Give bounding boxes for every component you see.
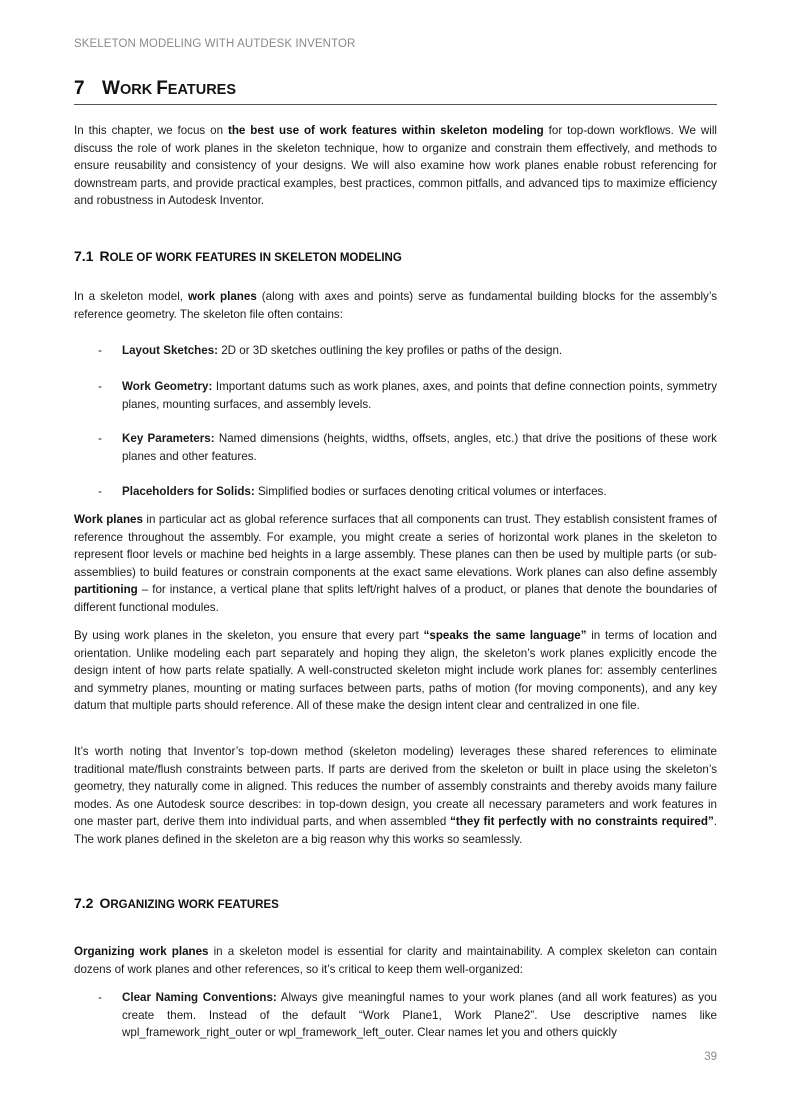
list-item: [98, 989, 717, 1042]
paragraph: [74, 627, 717, 715]
bullet-dash: -: [98, 485, 102, 498]
text: for top-down workflows. We will discuss the role of work planes in the skeleton technique, how to organize and constrain them effectively, and methods to ensure reusability and consistency of your designs. We will also examine how work planes enable robust referencing for downstream parts, and provide practical examples, best practices, common pitfalls, and advanced tips to maximize efficiency and robustness in Autodesk Inventor.: [74, 124, 717, 208]
text: – for instance, a vertical plane that splits left/right halves of a product, or planes that denote the boundaries of different functional modules.: [74, 583, 717, 614]
section-title-cap: O: [99, 895, 111, 911]
text: in a skeleton model is essential for clarity and maintainability. A complex skeleton can contain dozens of work planes and other references, so it’s critical to keep them well-organized:: [74, 945, 717, 976]
intro-paragraph: [74, 122, 717, 210]
paragraph: [74, 511, 717, 617]
list-item: [98, 378, 717, 413]
list-item-text: Simplified bodies or surfaces denoting critical volumes or interfaces.: [254, 485, 607, 498]
emphasis: “speaks the same language”: [423, 629, 587, 642]
list-item-label: Placeholders for Solids:: [122, 485, 255, 498]
text: . The work planes defined in the skeleton are a big reason why this works so seamlessly.: [74, 815, 717, 846]
text: In this chapter, we focus on: [74, 124, 228, 137]
list-item: [98, 483, 717, 501]
chapter-title-rest: EATURES: [167, 82, 237, 98]
text: In a skeleton model,: [74, 290, 189, 303]
chapter-title: [74, 78, 717, 105]
paragraph: [74, 743, 717, 849]
section-number: 7.2: [74, 895, 94, 911]
list-item: [98, 342, 717, 360]
list-item-label: Layout Sketches:: [122, 344, 218, 357]
list-item-text: Always give meaningful names to your work planes (and all work features) as you create them. Instead of the default “Work Plane1, Work Plane2”. Use descriptive names like wpl_framework_right_outer or wpl_framework_left_outer. Clear names let you and others quickly: [122, 991, 717, 1040]
section-heading-7-2: [74, 895, 279, 911]
section-heading-7-1: [74, 248, 402, 264]
paragraph: [74, 288, 717, 323]
emphasis: partitioning: [74, 583, 138, 597]
bullet-dash: -: [98, 344, 102, 357]
paragraph: [74, 943, 717, 978]
section-number: 7.1: [74, 248, 94, 264]
bullet-dash: -: [98, 991, 102, 1004]
bullet-dash: -: [98, 380, 102, 393]
list-item-label: Work Geometry:: [122, 380, 213, 393]
running-header: SKELETON MODELING WITH AUTDESK INVENTOR: [74, 38, 356, 50]
emphasis: Work planes: [74, 513, 143, 526]
text: By using work planes in the skeleton, you ensure that every part: [74, 629, 424, 642]
text: in particular act as global reference surfaces that all components can trust. They establish consistent frames of reference throughout the assembly. For example, you might create a series of horizontal work planes in the skeleton to represent floor levels or machine bed heights in a large assembly. These planes can then be used by multiple parts (or sub-assemblies) to build features or constrain components at the exact same elevations. Work planes can also define assembly: [74, 513, 717, 579]
list-item-label: Clear Naming Conventions:: [122, 991, 277, 1004]
emphasis: “they fit perfectly with no constraints required”: [450, 815, 714, 829]
text: (along with axes and points) serve as fundamental building blocks for the assembly’s reference geometry. The skeleton file often contains:: [74, 290, 718, 321]
emphasis: work planes: [188, 290, 257, 303]
chapter-title-cap: F: [156, 78, 168, 99]
chapter-title-rest: ORK: [119, 82, 157, 98]
emphasis: Organizing work planes: [74, 945, 209, 958]
bullet-dash: -: [98, 432, 102, 445]
section-title-rest: RGANIZING WORK FEATURES: [110, 899, 279, 911]
list-item-label: Key Parameters:: [122, 432, 215, 445]
text: in terms of location and orientation. Unlike modeling each part separately and hoping they align, the skeleton’s work planes explicitly encode the design intent of how parts relate spatially. A well-constructed skeleton might include work planes for: assembly centerlines and symmetry planes, mounting or mating surfaces between parts, paths of motion (for moving components), and any key datum that multiple parts should reference. All of these make the design intent clear and centralized in one file.: [74, 629, 717, 713]
chapter-title-cap: W: [102, 78, 120, 99]
section-title-cap: R: [99, 248, 110, 264]
text: It’s worth noting that Inventor’s top-down method (skeleton modeling) leverages these shared references to eliminate traditional mate/flush constraints between parts. If parts are derived from the skeleton or built in place using the skeleton’s geometry, they naturally come in aligned. This reduces the number of assembly constraints and thereby avoids many failure modes. As one Autodesk source describes: in top-down design, you create all necessary parameters and work features in one master part, derive them into individual parts, and when assembled: [74, 745, 717, 829]
list-item-text: Named dimensions (heights, widths, offsets, angles, etc.) that drive the positions of these work planes and other features.: [122, 432, 717, 463]
section-title-rest: OLE OF WORK FEATURES IN SKELETON MODELING: [109, 252, 402, 264]
chapter-number: 7: [74, 78, 85, 99]
list-item-text: Important datums such as work planes, axes, and points that define connection points, symmetry planes, mounting surfaces, and assembly levels.: [122, 380, 717, 411]
page-number: 39: [704, 1051, 717, 1063]
list-item-text: 2D or 3D sketches outlining the key profiles or paths of the design.: [218, 344, 563, 357]
emphasis: the best use of work features within skeleton modeling: [227, 124, 544, 137]
list-item: [98, 430, 717, 465]
